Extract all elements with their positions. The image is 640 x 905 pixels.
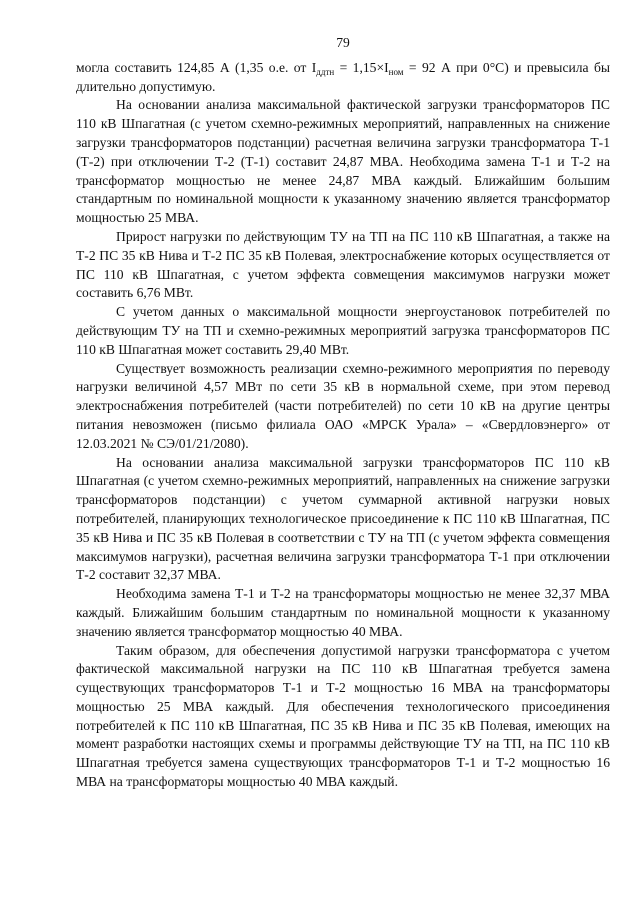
page-number: 79 [336, 35, 350, 50]
subscript: ном [388, 66, 404, 77]
subscript: ддтн [316, 66, 335, 77]
paragraph-conclusion: Таким образом, для обеспечения допустимой нагрузки трансформатора с учетом фактической максимальной нагрузки на ПС 110 кВ Шпагатная требуется замена существующих трансформаторов Т-1 и Т-2 мощностью 16 МВА на трансформаторы мощностью 25 МВА каждый. Для обеспечения технологического присоединения потребителей к ПС 110 кВ Шпагатная, ПС 35 кВ Нива и ПС 35 кВ Полевая, имеющих на момент разработки настоящих схемы и программы действующие ТУ на ТП, на ПС 110 кВ Шпагатная требуется замена существующих трансформаторов Т-1 и Т-2 мощностью 16 МВА на трансформаторы мощностью 40 МВА каждый. [76, 642, 610, 790]
document-page [76, 34, 610, 792]
paragraph-switching-measures: Существует возможность реализации схемно-режимного мероприятия по переводу нагрузки величиной 4,57 МВт по сети 35 кВ в нормальной схеме, при этом перевод электроснабжения потребителей (части потребителей) по сети 10 кВ на другие центры питания невозможен (письмо филиала ОАО «МРСК Урала» – «Свердловэнерго» от 12.03.2021 № СЭ/01/21/2080). [76, 360, 610, 451]
text-fragment: = 1,15×I [334, 59, 389, 75]
paragraph-load-growth: Прирост нагрузки по действующим ТУ на ТП на ПС 110 кВ Шпагатная, а также на Т-2 ПС 35 кВ Нива и Т-2 ПС 35 кВ Полевая, электроснабжение которых осуществляется от ПС 110 кВ Шпагатная, с учетом эффекта совмещения максимумов нагрузки может составить 6,76 МВт. [76, 228, 610, 301]
paragraph-replacement-40mva: Необходима замена Т-1 и Т-2 на трансформаторы мощностью не менее 32,37 МВА каждый. Ближайшим большим стандартным по номинальной мощности к указанному значению является трансформатор мощностью 40 МВА. [76, 586, 610, 639]
paragraph-max-power: С учетом данных о максимальной мощности энергоустановок потребителей по действующим ТУ на ТП и схемно-режимных мероприятий загрузка трансформаторов ПС 110 кВ Шпагатная может составить 29,40 МВт. [76, 304, 610, 357]
paragraph-transformer-analysis: На основании анализа максимальной фактической загрузки трансформаторов ПС 110 кВ Шпагатная (с учетом схемно-режимных мероприятий, направленных на снижение загрузки трансформаторов подстанции) расчетная величина загрузки трансформатора Т-1 (Т-2) при отключении Т-2 (Т-1) составит 24,87 МВА. Необходима замена Т-1 и Т-2 на трансформатор мощностью не менее 24,87 МВА каждый. Ближайшим большим стандартным по номинальной мощности к указанному значению является трансформатор мощностью 25 МВА. [76, 97, 610, 226]
paragraph-continuation [76, 59, 610, 97]
text-fragment: = 92 А при 0°С) и превысила бы длительно допустимую. [76, 59, 611, 94]
text-fragment: могла составить 124,85 А (1,35 о.е. от I [76, 59, 317, 75]
paragraph-new-consumers-analysis: На основании анализа максимальной загрузки трансформаторов ПС 110 кВ Шпагатная (с учетом схемно-режимных мероприятий, направленных на снижение загрузки трансформаторов подстанции) с учетом суммарной активной нагрузки новых потребителей, планирующих технологическое присоединение к ПС 110 кВ Шпагатная, ПС 35 кВ Нива и ПС 35 кВ Полевая в соответствии с ТУ на ТП (с учетом эффекта совмещения максимумов нагрузки), расчетная величина загрузки трансформатора Т-1 при отключении Т-2 составит 32,37 МВА. [76, 454, 610, 583]
